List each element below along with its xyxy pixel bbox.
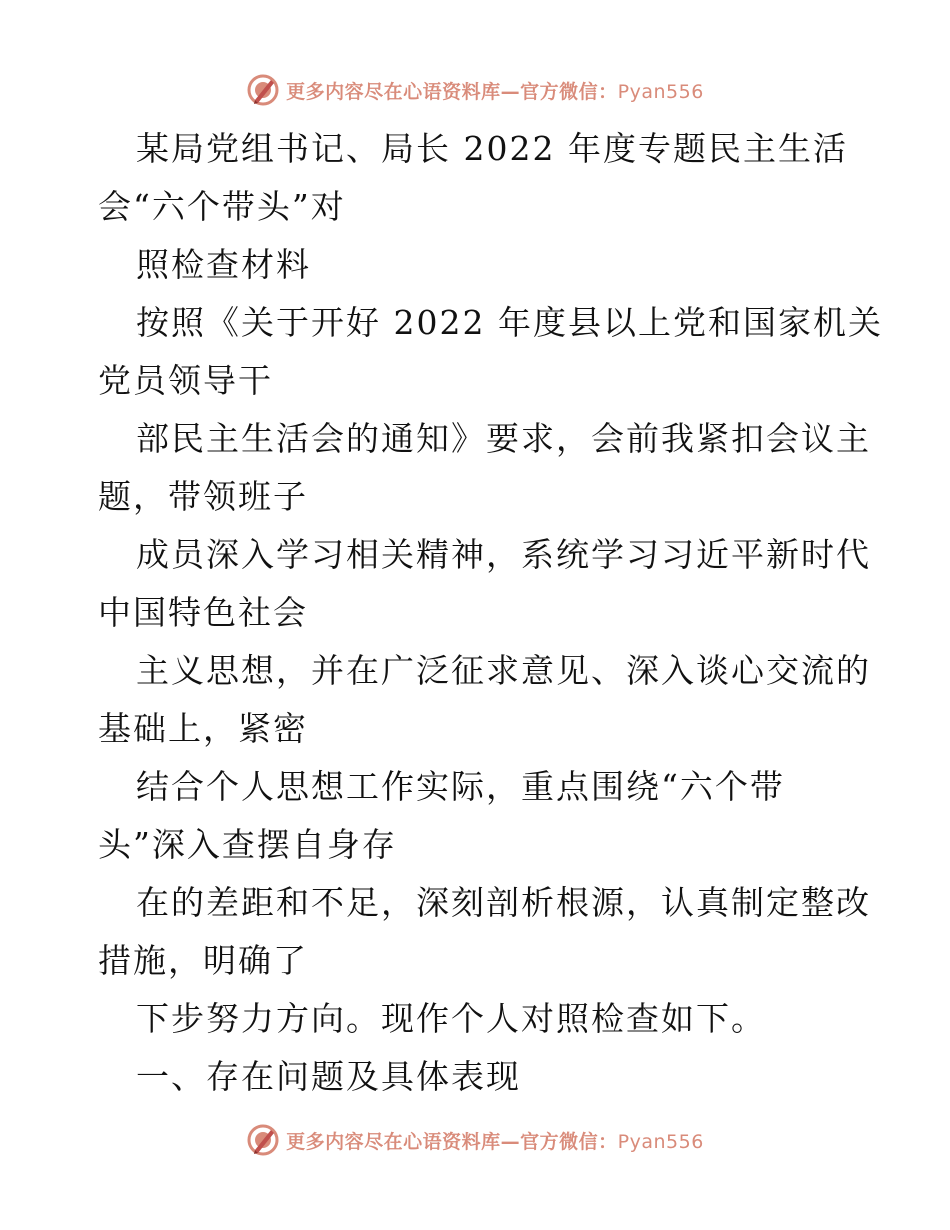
paragraph: 结合个人思想工作实际，重点围绕“六个带 头”深入查摆自身存 — [98, 767, 785, 864]
paragraph: 成员深入学习相关精神，系统学习习近平新时代 中国特色社会 — [98, 535, 871, 632]
watermark-footer — [0, 1120, 950, 1160]
document-title: 某局党组书记、局长 2022 年度专题民主生活 会“六个带头”对 — [98, 129, 848, 226]
paragraph: 在的差距和不足，深刻剖析根源，认真制定整改 措施，明确了 — [98, 883, 871, 980]
document-body — [98, 120, 883, 1106]
paragraph: 按照《关于开好 2022 年度县以上党和国家机关 党员领导干 — [98, 303, 883, 400]
document-title-continued: 照检查材料 — [136, 245, 311, 284]
watermark-text: 更多内容尽在心语资料库—官方微信：Pyan556 — [286, 1130, 704, 1153]
paragraph: 下步努力方向。现作个人对照检查如下。 — [136, 999, 766, 1038]
paragraph: 部民主生活会的通知》要求，会前我紧扣会议主 题，带领班子 — [98, 419, 871, 516]
watermark-text: 更多内容尽在心语资料库—官方微信：Pyan556 — [286, 80, 704, 103]
section-heading: 一、存在问题及具体表现 — [136, 1057, 521, 1096]
pen-logo-icon — [246, 73, 280, 107]
watermark-header — [0, 70, 950, 110]
pen-logo-icon — [246, 1123, 280, 1157]
paragraph: 主义思想，并在广泛征求意见、深入谈心交流的 基础上，紧密 — [98, 651, 871, 748]
